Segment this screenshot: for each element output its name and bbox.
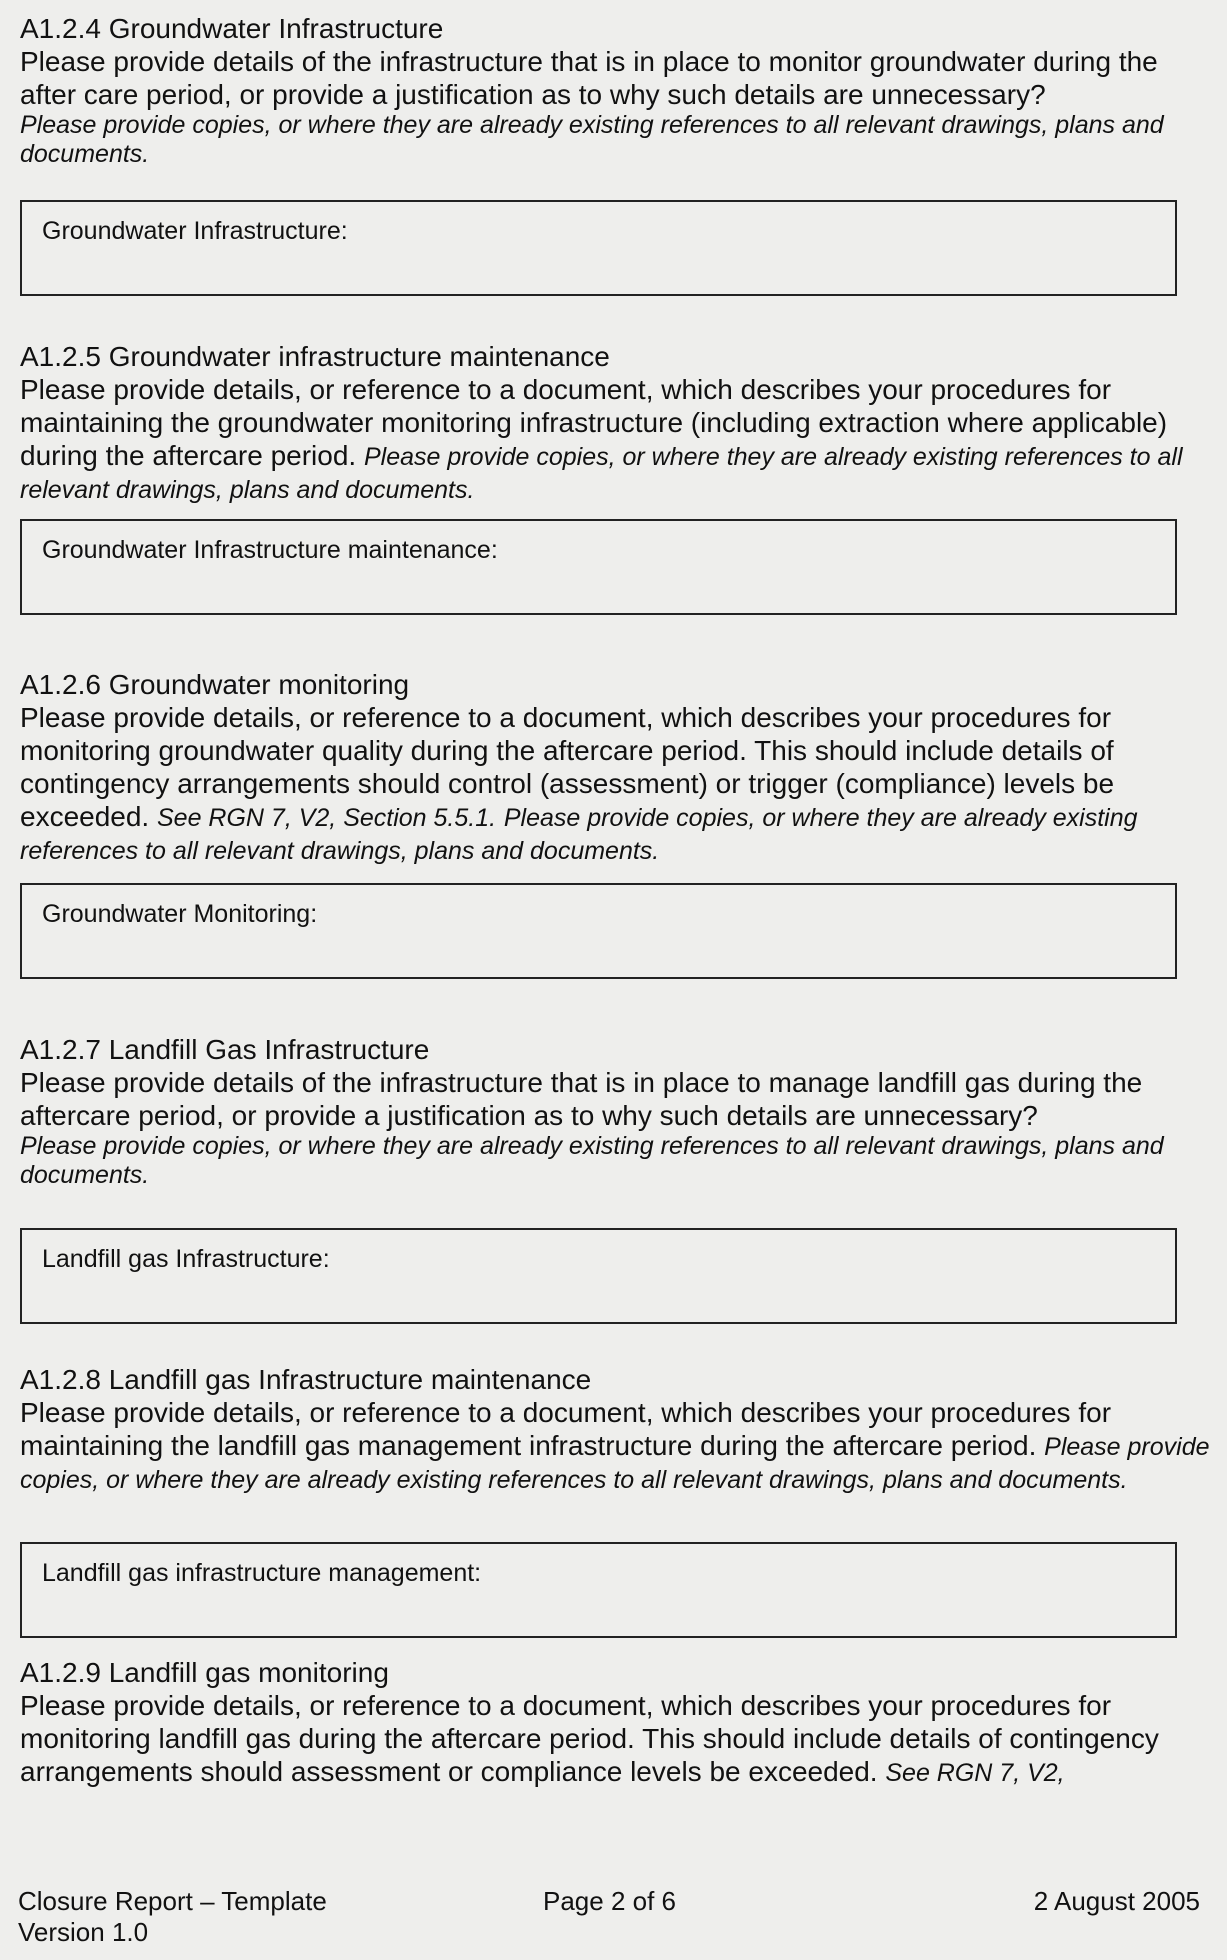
footer-doc-title: Closure Report – Template [18,1886,327,1916]
footer-doc-info [18,1886,327,1948]
section-landfill-gas-monitoring [20,1656,1210,1788]
section-body: Please provide details, or reference to a document, which describes your procedures for maintaining the landfill gas management infrastructure during the aftercare period. Please provide copies, or where they are already existing references to all relevant drawings, plans and documents. [20,1397,1210,1494]
field-label: Landfill gas Infrastructure: [42,1245,330,1273]
section-reference: See RGN 7, V2, [885,1759,1065,1787]
section-heading: A1.2.7 Landfill Gas Infrastructure [20,1034,430,1065]
footer-date: 2 August 2005 [1033,1886,1200,1916]
section-landfill-gas-infrastructure [20,1033,1210,1190]
section-body: Please provide details, or reference to a document, which describes your procedures for maintaining the groundwater monitoring infrastructure (including extraction where applicable) during the aftercare period. Please provide copies, or where they are already existing references to all relevant drawings, plans and documents. [20,374,1183,504]
field-label: Groundwater Infrastructure: [42,217,348,245]
section-heading: A1.2.9 Landfill gas monitoring [20,1657,389,1688]
groundwater-infrastructure-maintenance-field[interactable] [20,519,1177,615]
section-reference: See RGN 7, V2, Section 5.5.1. [157,804,497,832]
section-landfill-gas-infrastructure-maintenance [20,1363,1210,1495]
section-body: Please provide details, or reference to a document, which describes your procedures for monitoring landfill gas during the aftercare period. This should include details of contingency arrangements should assessment or compliance levels be exceeded. See RGN 7, V2, [20,1690,1159,1787]
section-instruction: Please provide copies, or where they are already existing references to all relevant drawings, plans and documents. [20,111,1164,168]
landfill-gas-infrastructure-field[interactable] [20,1228,1177,1324]
section-groundwater-infrastructure-maintenance [20,340,1210,505]
section-instruction: Please provide copies, or where they are already existing references to all relevant drawings, plans and documents. [20,1433,1210,1494]
section-body: Please provide details of the infrastructure that is in place to manage landfill gas during the aftercare period, or provide a justification as to why such details are unnecessary? [20,1067,1143,1131]
section-heading: A1.2.5 Groundwater infrastructure maintenance [20,341,610,372]
section-instruction: Please provide copies, or where they are already existing references to all relevant drawings, plans and documents. [20,1132,1164,1189]
section-groundwater-infrastructure [20,12,1210,169]
section-body: Please provide details, or reference to a document, which describes your procedures for monitoring groundwater quality during the aftercare period. This should include details of contingency arrangements should control (assessment) or trigger (compliance) levels be exceeded. See RGN 7, V2, Section 5.5.1. Please provide copies, or where they are already existing references to all relevant drawings, plans and documents. [20,702,1138,865]
section-heading: A1.2.4 Groundwater Infrastructure [20,13,444,44]
groundwater-monitoring-field[interactable] [20,883,1177,979]
field-label: Groundwater Infrastructure maintenance: [42,536,498,564]
section-instruction: Please provide copies, or where they are already existing references to all relevant drawings, plans and documents. [20,443,1183,504]
field-label: Groundwater Monitoring: [42,900,318,928]
footer-page-number: Page 2 of 6 [543,1886,676,1916]
section-groundwater-monitoring [20,668,1210,866]
section-heading: A1.2.6 Groundwater monitoring [20,669,410,700]
landfill-gas-infrastructure-management-field[interactable] [20,1542,1177,1638]
section-instruction: Please provide copies, or where they are already existing references to all relevant drawings, plans and documents. [20,804,1138,865]
footer-version: Version 1.0 [18,1917,149,1947]
section-heading: A1.2.8 Landfill gas Infrastructure maintenance [20,1364,592,1395]
groundwater-infrastructure-field[interactable] [20,200,1177,296]
section-body: Please provide details of the infrastructure that is in place to monitor groundwater during the after care period, or provide a justification as to why such details are unnecessary? [20,46,1158,110]
field-label: Landfill gas infrastructure management: [42,1559,482,1587]
